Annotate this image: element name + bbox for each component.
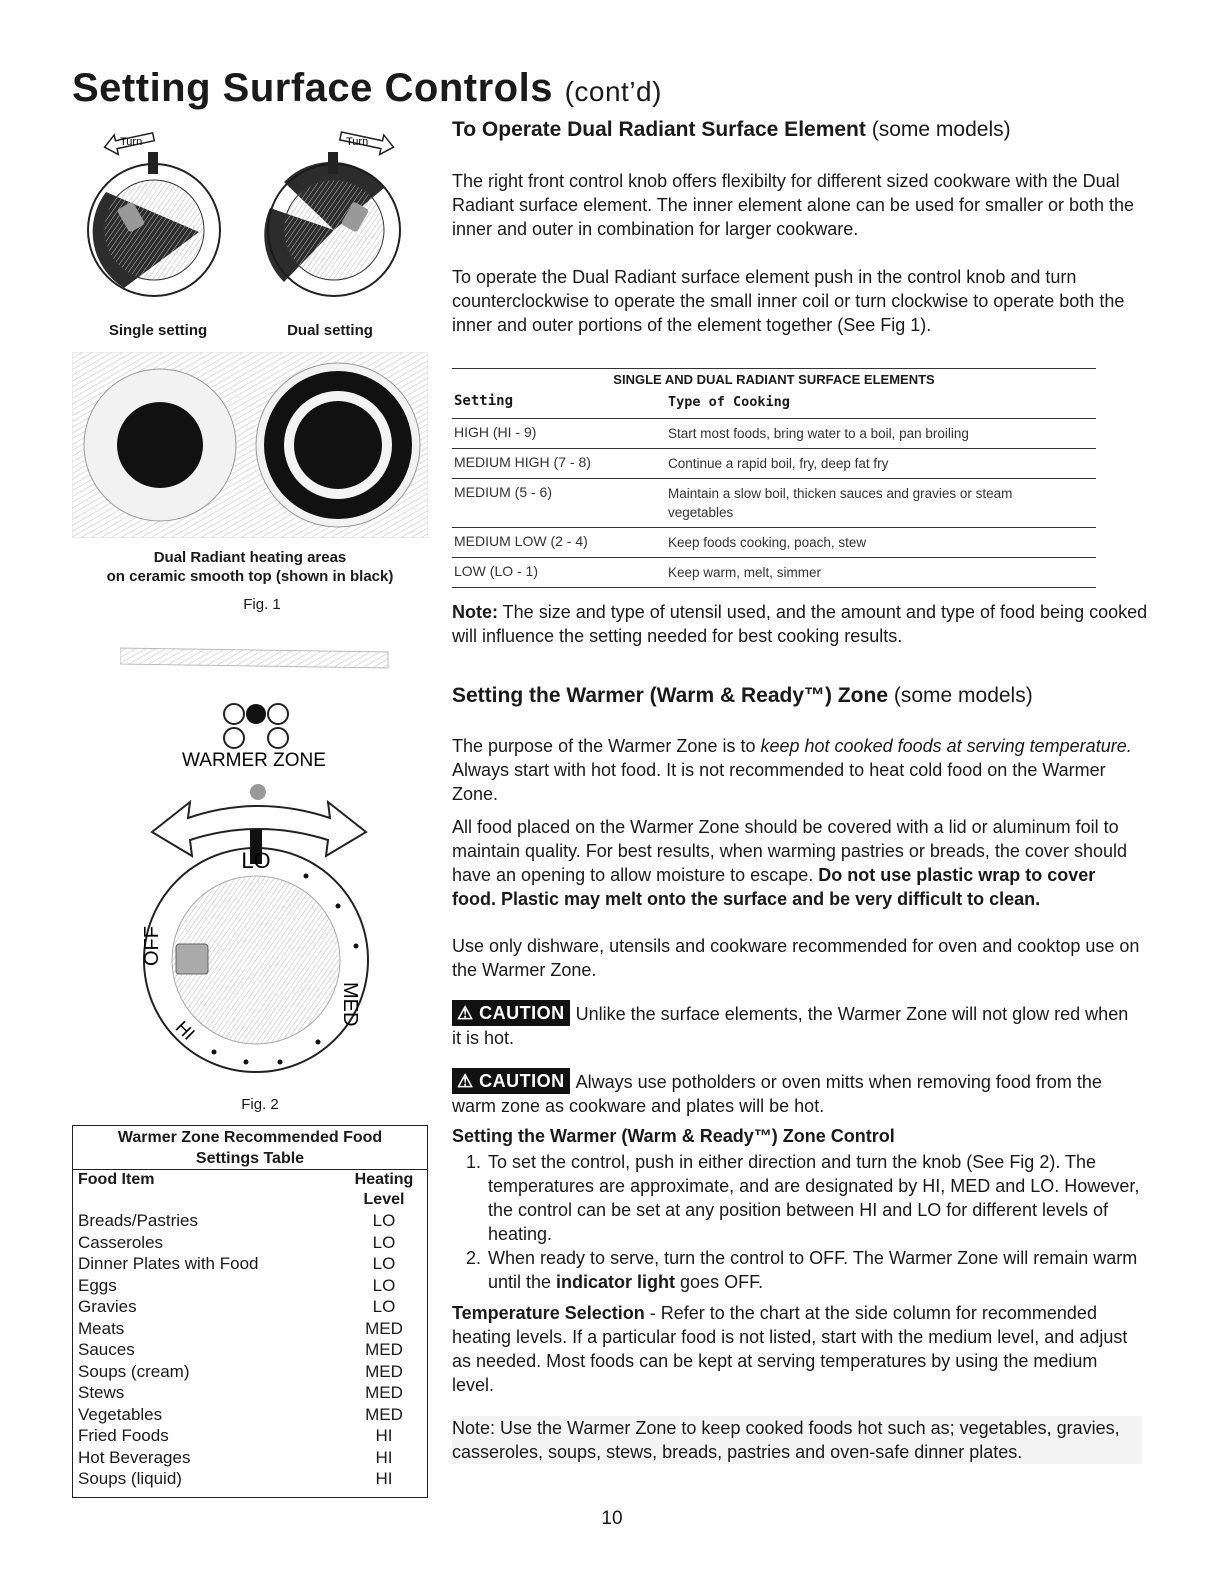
food-item: Eggs bbox=[78, 1275, 117, 1295]
table-row bbox=[73, 1210, 427, 1232]
warmer-zone-label: WARMER ZONE bbox=[182, 750, 326, 771]
setting-cell: MEDIUM (5 - 6) bbox=[454, 484, 552, 500]
page-title-suffix: (cont’d) bbox=[564, 76, 662, 107]
warmer-heading bbox=[452, 684, 1033, 708]
warmer-zone-knob-figure bbox=[130, 700, 390, 1100]
warmer-table-header bbox=[73, 1170, 427, 1210]
warmer-para1-b: Always start with hot food. It is not recommended to heat cold food on the Warmer Zone. bbox=[452, 760, 1106, 804]
single-setting-caption: Single setting bbox=[108, 322, 208, 339]
warmer-knob bbox=[141, 830, 368, 1072]
setting-cell: HIGH (HI - 9) bbox=[454, 424, 537, 440]
single-setting-knob bbox=[88, 152, 220, 296]
indicator-light-icon bbox=[250, 784, 266, 800]
table-row bbox=[452, 419, 1096, 449]
table-row bbox=[73, 1253, 427, 1275]
page-number: 10 bbox=[601, 1508, 623, 1529]
heating-level: MED bbox=[365, 1383, 403, 1402]
col-food-item: Food Item bbox=[78, 1171, 155, 1188]
warmer-heading-text: Setting the Warmer (Warm & Ready™) Zone bbox=[452, 684, 888, 707]
heating-level: MED bbox=[365, 1340, 403, 1359]
fig2-label: Fig. 2 bbox=[241, 1096, 279, 1113]
radiant-table-caption: SINGLE AND DUAL RADIANT SURFACE ELEMENTS bbox=[613, 372, 935, 387]
table-row bbox=[452, 558, 1096, 588]
caution-potholders-text: Always use potholders or oven mitts when removing food from the warm zone as cookware and plates will be hot. bbox=[452, 1072, 1102, 1116]
type-cell: Continue a rapid boil, fry, deep fat fry bbox=[668, 456, 889, 471]
table-row bbox=[73, 1232, 427, 1254]
table-row bbox=[452, 479, 1096, 528]
dual-element-diagram bbox=[256, 363, 420, 527]
heating-level: MED bbox=[365, 1361, 403, 1381]
heating-level: HI bbox=[375, 1447, 393, 1467]
heating-level: MED bbox=[365, 1404, 403, 1424]
warmer-food-settings-table bbox=[72, 1125, 428, 1498]
page-title-text: Setting Surface Controls bbox=[72, 66, 553, 110]
dual-setting-knob bbox=[264, 152, 400, 296]
caution-badge: ⚠ CAUTION bbox=[452, 1068, 570, 1094]
turn-label-left: Turn bbox=[120, 136, 143, 148]
note-utensil bbox=[452, 600, 1152, 648]
setting-cell: LOW (LO - 1) bbox=[454, 563, 539, 579]
caution-glow-text: Unlike the surface elements, the Warmer Zone will not glow red when it is hot. bbox=[452, 1004, 1129, 1048]
fig1-label: Fig. 1 bbox=[243, 596, 281, 613]
warmer-control-steps bbox=[452, 1150, 1146, 1294]
table-row bbox=[73, 1468, 427, 1490]
food-item: Casseroles bbox=[78, 1232, 164, 1252]
radiant-elements-table bbox=[452, 368, 1096, 588]
warmer-para3: Use only dishware, utensils and cookware recommended for oven and cooktop use on the Warmer Zone. bbox=[452, 936, 1140, 980]
heating-level: LO bbox=[372, 1297, 396, 1316]
food-item: Vegetables bbox=[78, 1404, 163, 1424]
food-item: Soups (liquid) bbox=[78, 1469, 182, 1488]
knob-lo-label: LO bbox=[241, 848, 271, 873]
knob-hi-label: HI bbox=[171, 1017, 199, 1044]
type-cell: Keep foods cooking, poach, stew bbox=[668, 535, 867, 550]
knob-off-label: OFF bbox=[141, 926, 163, 966]
caution-badge: ⚠ CAUTION bbox=[452, 1000, 570, 1026]
step-2-a: When ready to serve, turn the control to OFF. The Warmer Zone will remain warm until the bbox=[488, 1248, 1138, 1292]
dual-radiant-heading-suffix: (some models) bbox=[871, 118, 1011, 141]
knob-illustrations bbox=[84, 112, 414, 312]
warmer-control-heading: Setting the Warmer (Warm & Ready™) Zone Control bbox=[452, 1126, 895, 1146]
table-row bbox=[73, 1425, 427, 1447]
type-cell: Maintain a slow boil, thicken sauces and gravies or steam vegetables bbox=[668, 486, 1013, 520]
table-row bbox=[73, 1447, 427, 1469]
dual-radiant-heating-areas bbox=[72, 352, 428, 538]
temperature-selection-text: - Refer to the chart at the side column for recommended heating levels. If a particular food is not listed, start with the medium level, and adjust as needed. Most foods can be kept at serving temperatures by using the medium level. bbox=[452, 1303, 1128, 1395]
step-2-indicator-light: indicator light bbox=[556, 1272, 676, 1292]
warmer-para2 bbox=[452, 815, 1142, 911]
temperature-selection-label: Temperature Selection bbox=[452, 1303, 645, 1323]
warmer-plastic-warning: Do not use plastic wrap to cover food. Plastic may melt onto the surface and be very difficult to clean. bbox=[452, 865, 1096, 909]
step-2-b: goes OFF. bbox=[675, 1272, 764, 1292]
col-heating-level-line1: Heating bbox=[354, 1171, 414, 1188]
turn-label-right: Turn bbox=[346, 136, 369, 148]
heating-level: HI bbox=[375, 1469, 393, 1488]
caution-badge-text: CAUTION bbox=[479, 1071, 565, 1091]
step-2 bbox=[486, 1246, 1146, 1294]
single-element-diagram bbox=[84, 369, 236, 521]
heating-areas-caption-line1: Dual Radiant heating areas bbox=[153, 549, 347, 566]
warmer-para2-a: All food placed on the Warmer Zone should be covered with a lid or aluminum foil to maintain quality. For best results, when warming pastries or breads, the cover should have an opening to allow moisture to escape. bbox=[452, 817, 1127, 885]
heating-level: LO bbox=[372, 1211, 396, 1230]
heating-level: LO bbox=[372, 1275, 396, 1295]
caution-potholders bbox=[452, 1068, 1142, 1118]
food-item: Sauces bbox=[78, 1340, 135, 1359]
table-row bbox=[73, 1404, 427, 1426]
table-row bbox=[73, 1361, 427, 1383]
temperature-selection bbox=[452, 1301, 1136, 1397]
col-setting: Setting bbox=[454, 393, 514, 409]
step-1-text: To set the control, push in either direction and turn the knob (See Fig 2). The temperatures are approximate, and are designated by HI, MED and LO. However, the control can be set at any position between HI and LO for different levels of heating. bbox=[488, 1152, 1140, 1244]
food-item: Stews bbox=[78, 1383, 125, 1402]
food-item: Hot Beverages bbox=[78, 1447, 191, 1467]
turn-arrow-right-icon bbox=[339, 126, 396, 157]
heating-level: LO bbox=[372, 1254, 396, 1273]
warmer-para1-a: The purpose of the Warmer Zone is to bbox=[452, 736, 761, 756]
note-text: The size and type of utensil used, and the amount and type of food being cooked will influence the setting needed for best cooking results. bbox=[452, 602, 1148, 646]
heating-level: HI bbox=[375, 1426, 393, 1445]
step-1 bbox=[486, 1150, 1146, 1246]
dual-radiant-para2: To operate the Dual Radiant surface element push in the control knob and turn counterclockwise to operate the small inner coil or turn clockwise to operate both the inner and outer portions of the element together (See Fig 1). bbox=[452, 267, 1125, 335]
warmer-table-caption-line2: Settings Table bbox=[195, 1150, 305, 1167]
table-row bbox=[452, 449, 1096, 479]
heating-level: LO bbox=[372, 1232, 396, 1252]
type-cell: Start most foods, bring water to a boil, pan broiling bbox=[668, 426, 969, 441]
warmer-table-caption bbox=[73, 1126, 427, 1170]
food-item: Dinner Plates with Food bbox=[78, 1254, 259, 1273]
page-title bbox=[72, 66, 662, 111]
warmer-note: Note: Use the Warmer Zone to keep cooked foods hot such as; vegetables, gravies, casseroles, soups, stews, breads, pastries and oven-safe dinner plates. bbox=[452, 1416, 1142, 1464]
table-row bbox=[452, 528, 1096, 558]
dual-radiant-heading-text: To Operate Dual Radiant Surface Element bbox=[452, 118, 866, 141]
knob-med-label: MED bbox=[339, 982, 361, 1027]
food-item: Fried Foods bbox=[78, 1426, 169, 1445]
food-item: Breads/Pastries bbox=[78, 1211, 198, 1230]
dual-radiant-heading bbox=[452, 118, 1011, 142]
col-heating-level-line2: Level bbox=[363, 1191, 405, 1208]
radiant-table-header bbox=[452, 390, 1096, 419]
table-row bbox=[73, 1275, 427, 1297]
col-heating-level bbox=[341, 1170, 427, 1210]
warmer-para1-emphasis: keep hot cooked foods at serving temperature. bbox=[760, 736, 1132, 756]
warmer-para1 bbox=[452, 734, 1132, 806]
food-item: Gravies bbox=[78, 1297, 137, 1316]
decorative-divider bbox=[120, 640, 390, 680]
caution-badge-text: CAUTION bbox=[479, 1003, 565, 1023]
warmer-table-caption-line1: Warmer Zone Recommended Food bbox=[117, 1129, 383, 1146]
heating-level: MED bbox=[365, 1318, 403, 1338]
dual-setting-caption: Dual setting bbox=[287, 322, 373, 339]
heating-areas-caption-line2: on ceramic smooth top (shown in black) bbox=[106, 568, 394, 585]
turn-arrow-left-icon bbox=[102, 127, 155, 157]
warmer-zone-indicator-icon bbox=[224, 704, 288, 748]
caution-glow bbox=[452, 1000, 1142, 1050]
table-row bbox=[73, 1382, 427, 1404]
table-row bbox=[73, 1318, 427, 1340]
setting-cell: MEDIUM LOW (2 - 4) bbox=[454, 533, 588, 549]
food-item: Meats bbox=[78, 1318, 125, 1338]
type-cell: Keep warm, melt, simmer bbox=[668, 565, 822, 580]
setting-cell: MEDIUM HIGH (7 - 8) bbox=[454, 454, 591, 470]
warmer-heading-suffix: (some models) bbox=[893, 684, 1033, 707]
table-row bbox=[73, 1339, 427, 1361]
table-row bbox=[73, 1296, 427, 1318]
food-item: Soups (cream) bbox=[78, 1361, 190, 1381]
note-label: Note: bbox=[452, 602, 498, 622]
col-type-of-cooking: Type of Cooking bbox=[668, 394, 790, 410]
heating-areas-caption bbox=[72, 548, 428, 586]
dual-radiant-para1: The right front control knob offers flexibilty for different sized cookware with the Dual Radiant surface element. The inner element alone can be used for smaller or both the inner and outer in combination for larger cookware. bbox=[452, 171, 1135, 239]
